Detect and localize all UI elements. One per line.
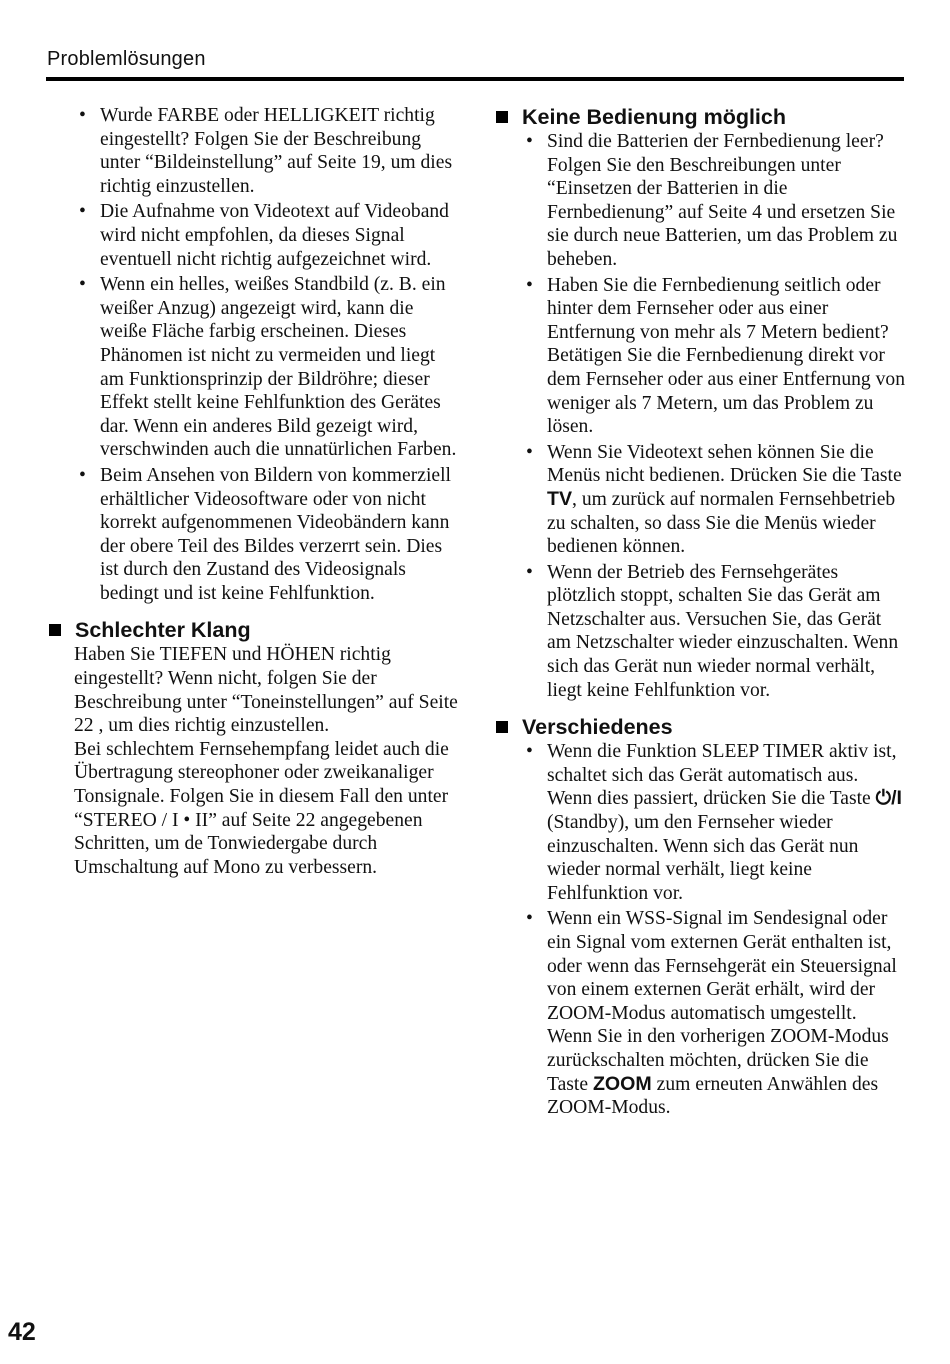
list-item-text: Wenn die Funktion SLEEP TIMER aktiv ist, schaltet sich das Gerät automatisch aus. Wenn dies passiert, drücken Sie die Taste (547, 741, 897, 810)
section-heading-verschiedenes (494, 714, 906, 740)
list-item (47, 104, 459, 198)
square-bullet-icon (496, 721, 508, 733)
section-heading-text: Schlechter Klang (75, 618, 251, 643)
list-item (494, 907, 906, 1119)
square-bullet-icon (49, 624, 61, 636)
left-column (47, 104, 459, 879)
list-item-text: Wenn ein helles, weißes Standbild (z. B. ein weißer Anzug) angezeigt wird, kann die weiße Fläche farbig erscheinen. Dieses Phänomen ist nicht zu vermeiden und liegt am Funktionsprinzip der Bildröhre; dieser Effekt stellt keine Fehlfunktion des Gerätes dar. Wenn ein anderes Bild gezeigt wird, verschwinden auch die unnatürlichen Farben. (100, 274, 457, 461)
list-item-text: Wenn Sie Videotext sehen können Sie die Menüs nicht bedienen. Drücken Sie die Taste (547, 441, 902, 487)
list-item (494, 130, 906, 272)
section-heading-keine-bedienung (494, 104, 906, 130)
right-column (494, 104, 906, 1122)
bullet-dot: • (526, 441, 533, 463)
list-item (47, 200, 459, 271)
list-item-text: Wenn ein WSS-Signal im Sendesignal oder ein Signal vom externen Gerät enthalten ist, oder wenn das Fernsehgerät ein Steuersignal von einem externen Gerät erhält, wird der ZOOM-Modus automatisch umgestellt. Wenn Sie in den vorherigen ZOOM-Modus zurückschalten möchten, drücken Sie die Taste (547, 908, 897, 1095)
bullet-dot: • (79, 274, 86, 296)
page-number: 42 (8, 1318, 36, 1346)
bedienung-bullet-list (494, 130, 906, 702)
list-item-text: (Standby), um den Fernseher wieder einzuschalten. Wenn sich das Gerät nun wieder normal verhält, liegt keine Fehlfunktion vor. (547, 812, 859, 904)
bullet-dot: • (526, 274, 533, 296)
list-item (47, 464, 459, 606)
paragraph: Bei schlechtem Fernsehempfang leidet auch die Übertragung stereophoner oder zweikanaliger Tonsignale. Folgen Sie in diesem Fall den unter “STEREO / I • II” auf Seite 22 angegebenen Schritten, um de Tonwiedergabe durch Umschaltung auf Mono zu verbessern. (74, 738, 449, 878)
zoom-key-label: ZOOM (592, 1072, 652, 1095)
bullet-dot: • (526, 131, 533, 152)
list-item-text: zum erneuten Anwählen des ZOOM-Modus. (547, 1073, 879, 1119)
section-heading-text: Keine Bedienung möglich (522, 105, 786, 129)
list-item-text: , um zurück auf normalen Fernsehbetrieb zu schalten, so dass Sie die Menüs wieder bedienen können. (547, 488, 896, 558)
list-item-text: Sind die Batterien der Fernbedienung leer? Folgen Sie den Beschreibungen unter “Einsetzen der Batterien in die Fernbedienung” auf Seite 4 und ersetzen Sie sie durch neue Batterien, um das Problem zu beheben. (547, 131, 898, 270)
header-rule (46, 77, 904, 81)
list-item-text: Wenn der Betrieb des Fernsehgerätes plötzlich stoppt, schalten Sie das Gerät am Netzschalter aus. Versuchen Sie, das Gerät am Netzschalter wieder einzuschalten. Wenn sich das Gerät nun wieder normal verhält, liegt keine Fehlfunktion vor. (547, 561, 899, 701)
section-heading-schlechter-klang (47, 617, 459, 643)
paragraph: Haben Sie TIEFEN und HÖHEN richtig eingestellt? Wenn nicht, folgen Sie der Beschreibung unter “Toneinstellungen” auf Seite 22 , um dies richtig einzustellen. (74, 644, 458, 737)
tv-key-label: TV (547, 487, 573, 510)
list-item-text: Beim Ansehen von Bildern von kommerziell erhältlicher Videosoftware oder von nicht korrekt aufgenommenen Videobändern kann der obere Teil des Bildes verzerrt sein. Dies ist durch den Zustand des Videosignals bedingt und ist keine Fehlfunktion. (100, 464, 451, 604)
list-item-text: Haben Sie die Fernbedienung seitlich oder hinter dem Fernseher oder aus einer Entfernung von mehr als 7 Metern bedient? Betätigen Sie die Fernbedienung direkt vor dem Fernseher oder aus einer Entfernung von weniger als 7 Metern, um das Problem zu lösen. (547, 274, 906, 438)
bullet-dot: • (79, 201, 86, 223)
page-header-title: Problemlösungen (47, 48, 206, 70)
list-item-text: Die Aufnahme von Videotext auf Videoband wird nicht empfohlen, da dieses Signal eventuell nicht richtig aufgezeichnet wird. (100, 201, 449, 270)
left-bullet-list (47, 104, 459, 605)
standby-key-label: ⏻/I (875, 787, 902, 810)
list-item (494, 561, 906, 703)
list-item (494, 740, 906, 905)
verschiedenes-bullet-list (494, 740, 906, 1120)
bullet-dot: • (79, 464, 86, 486)
square-bullet-icon (496, 111, 508, 123)
bullet-dot: • (79, 105, 86, 126)
list-item (494, 441, 906, 559)
list-item (494, 274, 906, 439)
section-heading-text: Verschiedenes (522, 715, 673, 740)
list-item (47, 273, 459, 462)
bullet-dot: • (526, 908, 533, 930)
bullet-dot: • (526, 741, 533, 763)
list-item-text: Wurde FARBE oder HELLIGKEIT richtig eingestellt? Folgen Sie der Beschreibung unter “Bildeinstellung” auf Seite 19, um dies richtig einzustellen. (100, 105, 453, 197)
bullet-dot: • (526, 561, 533, 583)
